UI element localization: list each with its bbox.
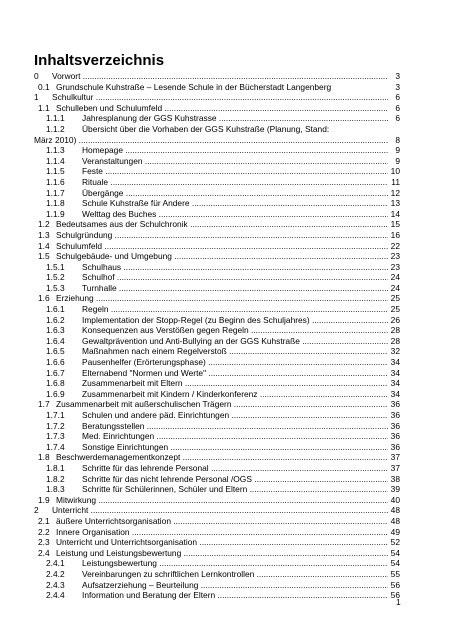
toc-entry[interactable] (34, 410, 400, 421)
toc-entry-title: Schulhaus ..... (82, 262, 388, 273)
toc-entry[interactable] (34, 399, 400, 410)
toc-entry-number: 1.6.9 (46, 388, 65, 399)
toc-entry-title: Schulgebäude- und Umgebung ..... (56, 251, 388, 262)
toc-entry-page: 28 (390, 335, 400, 346)
toc-entry-title: Regeln ..... (82, 304, 388, 315)
toc-entry-title: Schulen und andere päd. Einrichtungen ..... (82, 410, 388, 421)
toc-entry-title: Schritte für das nicht lehrende Personal /OGS ..... (82, 474, 388, 485)
toc-entry-page: 54 (390, 558, 400, 569)
toc-entry-number: 2 (34, 505, 39, 516)
toc-entry-page: 11 (391, 176, 400, 187)
toc-entry-page: 24 (390, 282, 400, 293)
toc-entry-number: 1.5.2 (46, 272, 65, 283)
toc-entry-page: 40 (390, 494, 400, 505)
toc-entry[interactable] (34, 219, 400, 230)
toc-entry[interactable] (34, 558, 400, 569)
toc-entry[interactable] (34, 272, 400, 283)
toc-entry[interactable] (34, 590, 400, 601)
toc-entry-page: 24 (390, 272, 400, 283)
toc-entry-page: 39 (390, 484, 400, 495)
toc-entry-page: 3 (395, 71, 400, 81)
toc-entry-number: 1.1.3 (46, 145, 65, 156)
toc-entry-title: Welttag des Buches ..... (82, 209, 388, 220)
toc-entry-title: Vorwort ..... (52, 71, 388, 82)
toc-entry-title: Bedeutsames aus der Schulchronik ..... (56, 219, 388, 230)
toc-entry-number: 1.1 (38, 102, 50, 113)
toc-entry[interactable] (34, 452, 400, 463)
toc-entry-number: 1.6.8 (46, 378, 65, 389)
toc-entry-page: 36 (390, 420, 400, 431)
toc-entry[interactable] (34, 113, 400, 124)
toc-entry-title: Rituale ..... (82, 177, 388, 188)
toc-entry[interactable] (34, 389, 400, 400)
toc-entry[interactable] (34, 103, 400, 114)
toc-entry-title: Gewaltprävention und Anti-Bullying an der GGS Kuhstraße ..... (82, 336, 388, 347)
toc-entry[interactable] (34, 315, 400, 326)
toc-entry-page: 36 (390, 441, 400, 452)
toc-entry-number: 1.6.6 (46, 357, 65, 368)
toc-entry-title: Homepage ..... (82, 145, 388, 156)
toc-entry-number: 1.7.1 (46, 410, 65, 420)
toc-entry-number: 2.2 (38, 526, 50, 537)
toc-entry[interactable] (34, 188, 400, 199)
toc-entry-page: 16 (390, 229, 400, 240)
toc-entry-title: Schulleben und Schulumfeld ..... (56, 103, 388, 114)
toc-entry-page: 8 (395, 134, 400, 145)
toc-entry-number: 2.4.4 (46, 590, 65, 601)
toc-entry[interactable] (34, 484, 400, 495)
toc-entry-number: 2.4.2 (46, 568, 65, 579)
toc-entry[interactable] (34, 304, 400, 315)
toc-entry-page: 25 (390, 304, 400, 315)
toc-entry-number: 1.5.1 (46, 261, 65, 272)
toc-entry-title: Vereinbarungen zu schriftlichen Lernkontrollen ..... (82, 569, 388, 580)
toc-entry-title: Unterricht und Unterrichtsorganisation ..... (56, 537, 388, 548)
toc-entry[interactable] (34, 251, 400, 262)
toc-entry-title: Schulgründung ..... (56, 230, 388, 241)
toc-entry[interactable] (34, 516, 400, 527)
toc-entry-number: 1.7 (38, 399, 50, 410)
toc-entry-number: 1.5 (38, 251, 50, 262)
toc-entry[interactable] (34, 357, 400, 368)
toc-entry-title: Mitwirkung ..... (56, 495, 388, 506)
toc-entry-number: 1.4 (38, 240, 50, 251)
toc-entry[interactable] (34, 177, 400, 188)
toc-entry-number: 2.1 (38, 515, 50, 526)
toc-entry-title: Elternabend "Normen und Werte" ..... (82, 368, 388, 379)
toc-entry-number: 1.1.9 (46, 208, 65, 219)
toc-entry[interactable] (34, 569, 400, 580)
toc-entry-title: Schulhof ..... (82, 272, 388, 283)
toc-entry-title: Schule Kuhstraße für Andere ..... (82, 198, 388, 209)
toc-entry[interactable] (34, 262, 400, 273)
toc-entry[interactable] (34, 71, 400, 82)
toc-entry[interactable] (34, 421, 400, 432)
toc-entry-number: 2.4 (38, 547, 50, 558)
toc-entry-number: 1.6 (38, 293, 50, 304)
toc-entry-title: Schritte für das lehrende Personal ..... (82, 463, 388, 474)
toc-entry-page: 6 (395, 92, 400, 103)
toc-entry-page: 34 (390, 357, 400, 368)
toc-entry[interactable] (34, 325, 400, 336)
toc-title: Inhaltsverzeichnis (34, 52, 165, 69)
toc-entry[interactable] (34, 293, 400, 304)
toc-entry[interactable] (34, 92, 400, 103)
toc-entry-page: 49 (390, 526, 400, 537)
toc-entry-number: 1.1.5 (46, 166, 65, 177)
toc-entry-page: 23 (390, 261, 400, 272)
toc-entry-page: 9 (395, 155, 400, 166)
toc-entry-number: 1.6.3 (46, 325, 65, 336)
toc-entry[interactable] (34, 336, 400, 347)
toc-entry-number: 1.1.4 (46, 155, 65, 166)
toc-entry[interactable] (34, 580, 400, 591)
toc-entry-title: äußere Unterrichtsorganisation ..... (56, 516, 388, 527)
toc-entry-page: 12 (390, 187, 400, 198)
toc-entry-title: Feste ..... (82, 166, 388, 177)
toc-entry-page: 6 (395, 113, 400, 124)
toc-entry-title: Aufsatzerziehung – Beurteilung ..... (82, 580, 388, 591)
toc-entry-title: Schulkultur ..... (52, 92, 388, 103)
toc-entry[interactable] (34, 378, 400, 389)
toc-entry[interactable] (34, 463, 400, 474)
toc-entry-number: 1.7.2 (46, 420, 65, 431)
toc-entry-title: März 2010) ..... (34, 135, 388, 146)
toc-entry-title: Beschwerdemanagementkonzept ..... (56, 452, 388, 463)
toc-entry-title: Zusammenarbeit mit Eltern ..... (82, 378, 388, 389)
toc-entry-page: 36 (390, 410, 400, 420)
toc-entry-title: Implementation der Stopp-Regel (zu Beginn des Schuljahres) ..... (82, 315, 388, 326)
toc-entry-title: Veranstaltungen ..... (82, 156, 388, 167)
toc-entry-number: 1.1.8 (46, 198, 65, 209)
toc-entry-number: 1.6.2 (46, 314, 65, 325)
toc-entry[interactable] (34, 495, 400, 506)
toc-entry-title: Zusammenarbeit mit außerschulischen Trägern ..... (56, 399, 388, 410)
toc-entry-title: Sonstige Einrichtungen ..... (82, 442, 388, 453)
toc-entry-number: 1.1.1 (46, 113, 65, 124)
toc-entry-page: 54 (390, 547, 400, 558)
toc-entry-title: Erziehung ..... (56, 293, 388, 304)
toc-entry-page: 26 (390, 314, 400, 325)
toc-entry-page: 56 (390, 590, 400, 601)
toc-entry-title: Zusammenarbeit mit Kindern / Kinderkonferenz ..... (82, 389, 388, 400)
toc-entry-page: 6 (395, 102, 400, 113)
toc-entry-number: 1.9 (38, 494, 50, 505)
toc-entry-page: 13 (390, 198, 400, 209)
toc-entry-page: 14 (390, 208, 400, 219)
toc-entry-title: Turnhalle ..... (82, 283, 388, 294)
toc-entry-title: Übergänge ..... (82, 188, 388, 199)
toc-entry-page: 9 (395, 145, 400, 156)
toc-entry[interactable] (34, 527, 400, 538)
toc-entry-title: Grundschule Kuhstraße – Lesende Schule in der Bücherstadt Langenberg (56, 81, 332, 92)
toc-entry[interactable] (34, 283, 400, 294)
toc-entry-page: 36 (390, 431, 400, 442)
toc-entry[interactable] (34, 135, 400, 146)
toc-entry-title: Beratungsstellen ..... (82, 421, 388, 432)
toc-entry[interactable] (34, 166, 400, 177)
toc-entry-page: 48 (390, 505, 400, 516)
toc-entry-title: Unterricht ..... (52, 505, 388, 516)
toc-entry-page: 36 (390, 399, 400, 410)
toc-entry-page: 56 (390, 579, 400, 590)
toc-entry[interactable] (34, 442, 400, 453)
toc-entry-title: Maßnahmen nach einem Regelverstoß ..... (82, 346, 388, 357)
toc-entry-page: 52 (390, 537, 400, 548)
toc-entry-page: 38 (390, 473, 400, 484)
toc-entry[interactable] (34, 209, 400, 220)
toc-entry-number: 1.5.3 (46, 282, 65, 293)
toc-entry[interactable] (34, 431, 400, 442)
toc-entry-page: 37 (390, 452, 400, 463)
toc-entry[interactable] (34, 198, 400, 209)
toc-entry[interactable] (34, 548, 400, 559)
toc-entry-page: 32 (390, 346, 400, 357)
toc-entry-page: 55 (390, 568, 400, 579)
toc-entry-title: Information und Beratung der Eltern ..... (82, 590, 388, 601)
toc-entry-page: 48 (390, 515, 400, 526)
toc-entry-number: 1.1.7 (46, 187, 65, 198)
toc-entry-number: 1.6.1 (46, 304, 65, 315)
toc-entry-number: 0.1 (38, 81, 50, 92)
toc-entry-title: Jahresplanung der GGS Kuhstrasse ..... (82, 113, 388, 124)
toc-entry-title: Pausenhelfer (Erörterungsphase) ..... (82, 357, 388, 368)
toc-entry-number: 1.6.7 (46, 367, 65, 378)
toc-entry-number: 2.4.1 (46, 558, 65, 569)
toc-entry-number: 1.7.3 (46, 431, 65, 442)
toc-entry-number: 1.1.2 (46, 123, 65, 134)
toc-entry-number: 1.6.4 (46, 335, 65, 346)
toc-entry-page: 15 (390, 219, 400, 230)
toc-entry-page: 34 (390, 367, 400, 378)
toc-entry-number: 1.3 (38, 229, 50, 240)
toc-entry-number: 1.2 (38, 219, 50, 230)
toc-entry[interactable] (34, 537, 400, 548)
toc-entry[interactable] (34, 474, 400, 485)
toc-entry-page: 10 (390, 166, 400, 177)
toc-entry[interactable] (34, 241, 400, 252)
toc-entry[interactable] (34, 124, 400, 135)
toc-entry-title: Übersicht über die Vorhaben der GGS Kuhstraße (Planung, Stand: (82, 123, 330, 134)
toc-entry-number: 1.8.3 (46, 484, 65, 495)
toc-entry[interactable] (34, 230, 400, 241)
toc-entry-page: 22 (390, 240, 400, 251)
toc-entry-title: Innere Organisation ..... (56, 527, 388, 538)
toc-entry-number: 2.4.3 (46, 579, 65, 590)
toc-entry[interactable] (34, 156, 400, 167)
toc-entry-title: Leistung und Leistungsbewertung ..... (56, 548, 388, 559)
toc-entry-number: 1.8.1 (46, 462, 65, 473)
toc-entry-number: 1.8 (38, 452, 50, 463)
toc-entry-number: 0 (34, 71, 39, 81)
toc-entry-page: 23 (390, 251, 400, 262)
toc-entry-number: 1.1.6 (46, 176, 65, 187)
page-number: 1 (396, 597, 401, 607)
toc-entry-page: 28 (390, 325, 400, 336)
toc-entry-title: Schritte für Schülerinnen, Schüler und Eltern ..... (82, 484, 388, 495)
toc-entry-page: 25 (390, 293, 400, 304)
toc-entry-title: Konsequenzen aus Verstößen gegen Regeln ..... (82, 325, 388, 336)
toc-entry-page: 37 (390, 462, 400, 473)
toc-entry[interactable] (34, 368, 400, 379)
toc-entry-number: 1 (34, 92, 39, 103)
toc-entry-page: 3 (395, 81, 400, 92)
toc-entry-title: Med. Einrichtungen ..... (82, 431, 388, 442)
toc-entry[interactable] (34, 82, 400, 93)
toc-entry[interactable] (34, 346, 400, 357)
toc-entry-page: 34 (390, 378, 400, 389)
toc-entry-page: 34 (390, 388, 400, 399)
toc-entry[interactable] (34, 145, 400, 156)
toc-entry-number: 2.3 (38, 537, 50, 548)
toc-entry-number: 1.6.5 (46, 346, 65, 357)
toc-entry-number: 1.8.2 (46, 473, 65, 484)
toc-entry[interactable] (34, 505, 400, 516)
toc-entry-number: 1.7.4 (46, 441, 65, 452)
toc-entry-title: Schulumfeld ..... (56, 241, 388, 252)
table-of-contents (34, 71, 400, 601)
toc-entry-title: Leistungsbewertung ..... (82, 558, 388, 569)
